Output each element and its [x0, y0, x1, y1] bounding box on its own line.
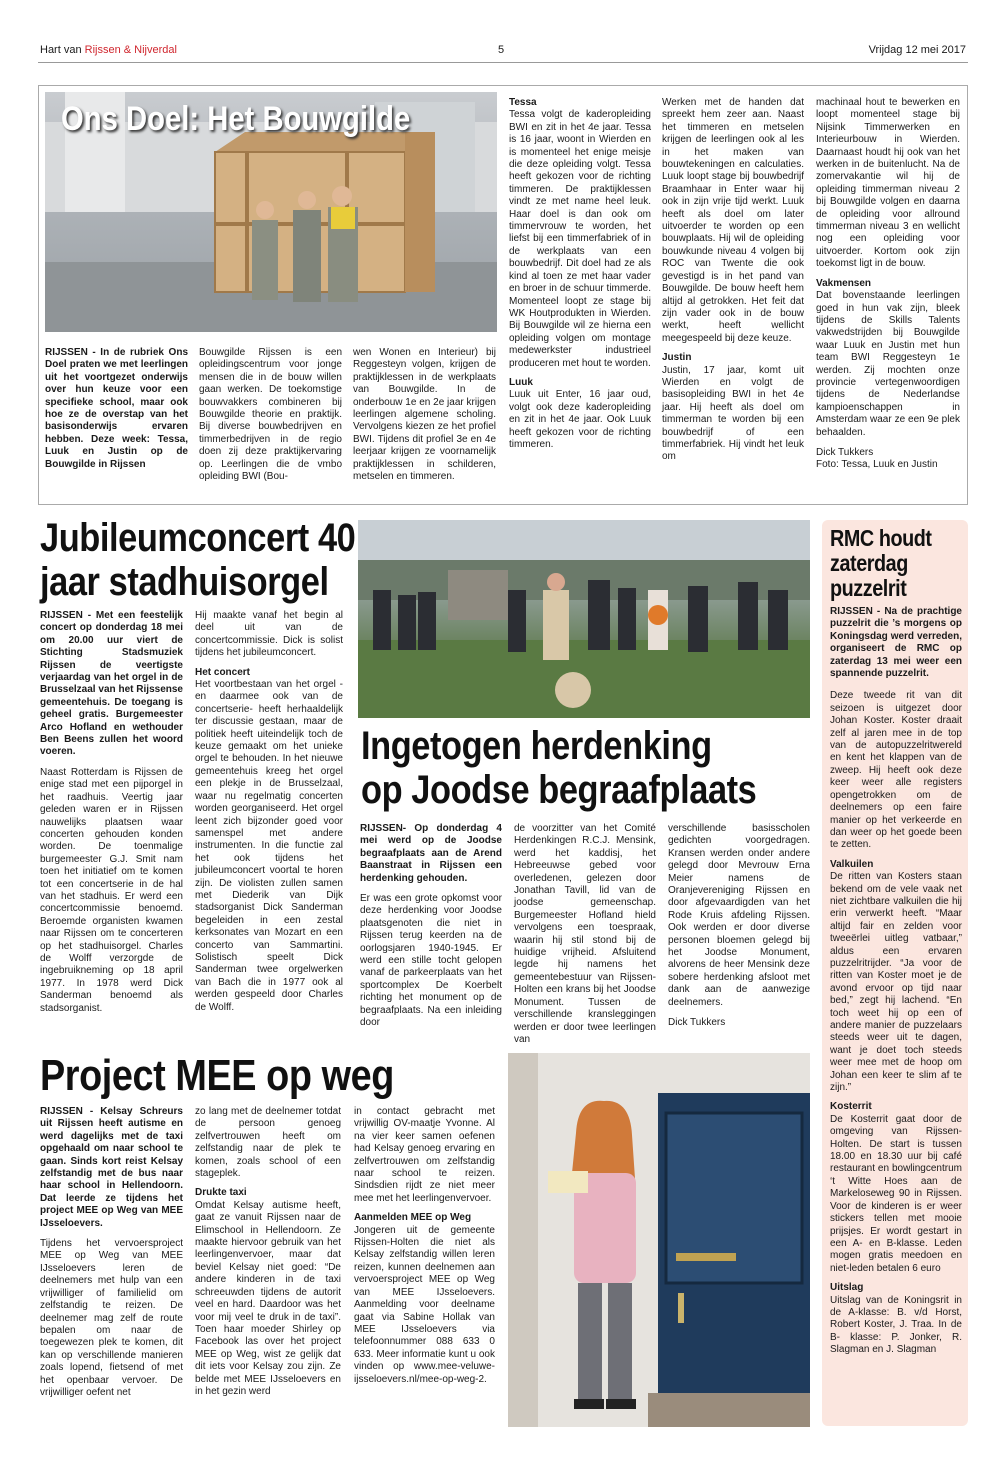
- paper-name-part-2: Rijssen & Nijverdal: [84, 44, 177, 56]
- jubileum-lead: RIJSSEN - Met een feestelijk concert op donderdag 18 mei om 20.00 uur viert de Stichting Stadsmuziek Rijssen de veertigste verjaardag van het orgel in de Brusselzaal van het Rijssense gemeentehuis. De toegang is geheel gratis. Burgemeester Arco Hofland en wethouder Ben Beens zullen het woord voeren.: [40, 610, 183, 758]
- rmc-body-4: Uitslag van de Koningsrit in de A-klasse: B. v/d Horst, Robert Koster, J. Traa. In de B- klasse: P. Jonker, R. Slagman en J. Slagman: [830, 1294, 962, 1356]
- herdenking-title-line-1: Ingetogen herdenking: [361, 724, 712, 768]
- mee-body-4: in contact gebracht met vrijwillig OV-maatje Yvonne. Al na vier keer samen oefenen had Kelsay genoeg ervaring en zelfvertrouwen om zelfstandig naar school te reizen. Sindsdien rijdt ze niet meer mee met het leerlingenvervoer.: [354, 1106, 495, 1204]
- bouwgilde-column-4: [509, 97, 651, 451]
- herdenking-title: [361, 724, 756, 812]
- bouwgilde-author: Dick Tukkers: [816, 446, 874, 458]
- paper-name: [40, 44, 177, 56]
- rmc-body-3: De Kosterrit gaat door de omgeving van Rijssen-Holten. De start is tussen 18.00 en 18.30 uur bij café restaurant en bowlingcentrum ‘t Witte Hoes aan de Markeloseweg 90 in Rijssen. Voor de kinderen is er weer stickers tellen met mooie prijsjes. Er wordt gestart in een A- en B-klasse. Leden mogen gratis meedoen en niet-leden betalen 6 euro: [830, 1113, 962, 1274]
- herdenking-body-3: verschillende basisscholen gedichten voorgedragen. Kransen werden onder andere gelegd door Mevrouw Erna Meier namens de Oranjevereniging Rijssen en door afgevaardigden van het Rode Kruis afdeling Rijssen. Ook werden er door diverse personen bloemen gelegd bij het Joodse Monument, alvorens de heer Mensink deze sobere herdenking afsloot met dank aan de aanwezige deelnemers.: [668, 823, 810, 1008]
- herdenking-lead: RIJSSEN- Op donderdag 4 mei werd op de Joodse begraafplaats aan de Arend Baanstraat in Rijssen een herdenking gehouden.: [360, 823, 502, 884]
- rmc-body-1: Deze tweede rit van dit seizoen is uitgezet door Johan Koster. Koster draait zelf al jaren mee in de top van de autopuzzelritwereld en kent het klappen van de zweep. Hij heeft ook deze keer weer alle registers opengetrokken om de deelnemers op een faire manier op het verkeerde en dan weer op het goede been te zetten.: [830, 690, 962, 851]
- mee-body-1: Tijdens het vervoersproject MEE op Weg van MEE IJsseloevers leren de deelnemers met hulp van een vrijwilliger of familielid om zelfstandig te reizen. De deelnemer mag zelf de route bepalen om naar de toegewezen plek te komen, dit kan op verschillende manieren zoals lopend, fietsend of met het openbaar vervoer. De vrijwilliger oefent net: [40, 1238, 183, 1398]
- vakmensen-text: Dat bovenstaande leerlingen goed in hun vak zijn, bleek tijdens de Skills Talents vakwedstrijden bij Bouwgilde waar Luuk en Justin met hun team BWI Reggesteyn 1e werden. Zij mochten onze provincie vertegenwoordigen tijdens de Nederlandse kampioenschappen in Amsterdam waar ze een 9e plek behaalden.: [816, 290, 960, 438]
- mee-body-3: Omdat Kelsay autisme heeft, gaat ze vanuit Rijssen naar de Elimschool in Hellendoorn. Ze maakte hiervoor gebruik van het leerlingenvervoer, maar dat beviel Kelsay niet goed: “De andere kinderen in de taxi schreeuwden tijdens de autorit veel en hard. Daardoor was het voor mij veel te druk in de taxi”. Toen haar moeder Shirley op Facebook las over het project MEE op Weg, wist ze gelijk dat dit iets voor Kelsay zou zijn. Ze belde met MEE IJsseloevers en in het gezin werd: [195, 1199, 341, 1397]
- page-number: 5: [498, 44, 505, 56]
- rmc-title: [830, 526, 932, 601]
- luuk-text-continued: Werken met de handen dat spreekt hem zeer aan. Naast het timmeren en metselen krijgen de leerlingen ook al les in het maken van bouwtekeningen en calculaties. Luuk loopt stage bij bouwbedrijf Braamhaar in Enter waar hij ook in zijn vrije tijd werkt. Luuk heeft als doel om later uitvoerder te worden op een bouwplaats. Hij wil de opleiding bouwkunde niveau 4 volgen bij ROC van Twente die ook gevestigd is in het pand van Bouwgilde. De bouw heeft hem altijd al getrokken. Het feit dat zijn vader ook in de bouw werkt, heeft wellicht meegespeeld bij deze keuze.: [662, 97, 804, 344]
- uitslag-heading: Uitslag: [830, 1282, 864, 1294]
- rmc-lead: RIJSSEN - Na de prachtige puzzelrit die ’s morgens op Koningsdag werd verreden, organiseert de RMC op zaterdag 13 mei weer een spannende puzzelrit.: [830, 606, 962, 680]
- jubileum-title: [40, 516, 355, 604]
- bouwgilde-column-3: wen Wonen en Interieur) bij Reggesteyn volgen, krijgen de praktijklessen in de werkplaats van Bouwgilde. In de onderbouw 1e en 2e jaar krijgen leerlingen algemene scholing. Vervolgens kiezen ze het profiel BWI. Tijdens dit profiel 3e en 4e leerjaar krijgen ze voornamelijk praktijklessen in schilderen, metselen en timmeren.: [353, 347, 496, 483]
- bouwgilde-photo: [45, 92, 497, 332]
- mee-column-2: [195, 1106, 341, 1398]
- herdenking-column-2: de voorzitter van het Comité Herdenkingen R.C.J. Mensink, werd het kaddisj, het Hebreeuwse gebed voor overledenen, gelezen door Jonathan Tavill, lid van de joodse gemeenschap. Burgemeester Hofland hield vervolgens een toespraak, waarin hij stil stond bij de huidige vrijheid. Afsluitend legde hij namens het gemeentebestuur van Rijssen-Holten een krans bij het Joodse Monument. Tussen de verschillende kransleggingen werden er door twee leerlingen van: [514, 823, 656, 1045]
- concert-heading: Het concert: [195, 666, 251, 678]
- bouwgilde-column-6: [816, 97, 960, 472]
- paper-name-part-1: Hart van: [40, 44, 85, 56]
- luuk-heading: Luuk: [509, 376, 533, 388]
- luuk-text: Luuk uit Enter, 16 jaar oud, volgt ook deze kaderopleiding en zit in het 4e jaar. Ook Luuk heeft gekozen voor de richting timmeren.: [509, 389, 651, 450]
- bouwgilde-column-2: Bouwgilde Rijssen is een opleidingscentrum voor jonge mensen die in de bouw willen gaan werken. De toekomstige bouwvakkers combineren bij Bouwgilde theorie en praktijk. Bij diverse bouwbedrijven en timmerbedrijven in de regio doen zij deze praktijkervaring op. Leerlingen die de vmbo opleiding BWI (Bou-: [199, 347, 342, 483]
- bouwgilde-column-5: [662, 97, 804, 464]
- jubileum-body-3: Het voortbestaan van het orgel -en daarmee ook van de concertserie- heeft herhaaldelijk ter discussie gestaan, maar de politiek heeft uiteindelijk toch de keuze gemaakt om het unieke orgel te behouden. In het nieuwe gemeentehuis kreeg het orgel een plekje in de Brusselzaal, waar nu regelmatig concerten worden georganiseerd. Het orgel leent zich bijzonder goed voor samenspel met andere instrumenten. In die functie zal het ook tijdens het jubileumconcert voortal te horen zijn. De violisten zullen samen met Diederik van Dijk stadsorganist Dick Sanderman begeleiden in een zestal kerksonates van Mozart en een concerto van Sammartini. Solistisch speelt Dick Sanderman twee orgelwerken van Bach die in 1977 ook al werden gespeeld door Charles de Wolff.: [195, 679, 343, 1013]
- herdenking-body-1: Er was een grote opkomst voor deze herdenking voor Joodse plaatsgenoten die niet in Rijssen terug keerden na de oorlogsjaren 1940-1945. Er werd een stille tocht gelopen vanaf de parkeerplaats van het sportcomplex De Koerbelt richting het monument op de begraafplaats. Na een inleiding door: [360, 893, 502, 1029]
- jubileum-title-line-1: Jubileumconcert 40: [40, 516, 356, 560]
- aanmelden-heading: Aanmelden MEE op Weg: [354, 1212, 472, 1224]
- justin-heading: Justin: [662, 352, 692, 364]
- justin-text: Justin, 17 jaar, komt uit Wierden en volgt de basisopleiding BWI in het 4e jaar. Hij heeft als doel om timmerman te worden bij een bouwbedrijf of een timmerfabriek. Hij vindt het leuk om: [662, 364, 804, 463]
- rmc-column: [830, 606, 962, 1357]
- valkuilen-heading: Valkuilen: [830, 858, 874, 870]
- jubileum-body-2: Hij maakte vanaf het begin al deel uit van de concertcommissie. Dick is solist tijdens het jubileumconcert.: [195, 610, 343, 659]
- bouwgilde-photo-credit: Foto: Tessa, Luuk en Justin: [816, 459, 938, 471]
- header-rule: [38, 62, 968, 63]
- rmc-body-2: De ritten van Kosters staan bekend om de vele vaak net niet zichtbare valkuilen die hij erin verwerkt heeft. “Maar altijd fair en zelden voor tweeërlei uitleg vatbaar,” aldus een ervaren puzzelritrijder. “Ja voor de ritten van Koster moet je de avond ervoor op tijd naar bed,” zegt hij lachend. “En toch weet hij op een of andere manier de puzzelaars steeds weer uit te dagen, want je doet toch steeds weer mee met de hoop om Johan een keer te slim af te zijn.”: [830, 871, 962, 1094]
- herdenking-photo: [358, 520, 810, 718]
- rmc-title-line-1: RMC houdt: [830, 525, 932, 551]
- bouwgilde-intro: [45, 347, 188, 471]
- mee-lead: RIJSSEN - Kelsay Schreurs uit Rijssen heeft autisme en werd dagelijks met de taxi opgehaald om naar school te gaan. Sinds kort reist Kelsay zelfstandig met de bus naar haar school in Hellendoorn. Dat leerde ze tijdens het project MEE op Weg van MEE IJsseloevers.: [40, 1106, 183, 1229]
- tessa-text: Tessa volgt de kaderopleiding BWI en zit in het 4e jaar. Tessa is 16 jaar, woont in Wierden en is momenteel het enige meisje die deze opleiding volgt. Tessa heeft gekozen voor de richting timmeren. De praktijklessen vindt ze met name heel leuk. Haar doel is dan ook om timmervrouw te worden, het liefst bij een timmerfabriek of in de werkplaats van een bouwbedrijf. Dit doel had ze als kind al toen ze met haar vader en broer in de schuur timmerde. Momenteel loopt ze stage bij WK Houtprodukten in Wierden. Bij Bouwgilde wil ze hierna een opleiding volgen om montage medewerkster industrieel produceren met hout te worden.: [509, 109, 651, 369]
- vakmensen-heading: Vakmensen: [816, 277, 872, 289]
- herdenking-title-line-2: op Joodse begraafplaats: [361, 768, 757, 812]
- herdenking-author: Dick Tukkers: [668, 1017, 726, 1029]
- mee-column-3: [354, 1106, 495, 1386]
- girl-at-door-illustration: [508, 1053, 810, 1427]
- kosterrit-heading: Kosterrit: [830, 1101, 872, 1113]
- bouwgilde-intro-lead: RIJSSEN - In de rubriek Ons Doel praten we met leerlingen uit het voortgezet onderwijs over hun keuze voor een specifieke school, maar ook hoe ze de overstap van het basisonderwijs ervaren hebben. Deze week: Tessa, Luuk en Justin op de Bouwgilde in Rijssen: [45, 347, 188, 470]
- jubileum-column-2: [195, 610, 343, 1014]
- justin-text-continued: machinaal hout te bewerken en loopt momenteel stage bij Nijsink Timmerwerken en Interieurbouw in Wierden. Daarnaast houdt hij ook van het werken in de buitenlucht. Na de zomervakantie wil hij de opleiding timmerman niveau 2 bij Bouwgilde volgen en daarna de opleiding voor allround timmerman niveau 3 en wellicht nog een opleiding voor uitvoerder. Kortom ook zijn toekomst ligt in de bouw.: [816, 97, 960, 270]
- kelsay-photo: [508, 1053, 810, 1427]
- jubileum-body-1: Naast Rotterdam is Rijssen de enige stad met een pijporgel in het raadhuis. Veertig jaar geleden waren er in Rijssen nauwelijks plaatsen waar concerten gehouden konden worden. De toenmalige burgemeester G.J. Smit nam toen het initiatief om te komen tot een concertserie in de hal van het stadhuis. Er werd een concertcommissie benoemd. Beroemde organisten kwamen naar Rijssen om te concerteren op het stadhuisorgel. Charles de Wolff verzorgde de ingebruikneming op 18 april 1977. In 1978 werd Dick Sanderman benoemd als stadsorganist.: [40, 766, 183, 1014]
- mee-body-5: Jongeren uit de gemeente Rijssen-Holten die niet als Kelsay zelfstandig willen leren reizen, kunnen deelnemen aan vervoersproject MEE op Weg van MEE IJsseloevers. Aanmelding voor deelname gaat via Sabine Hollak van MEE IJsseloevers via telefoonnummer 088 633 0 633. Meer informatie kunt u ook vinden op www.mee-veluwe-ijsseloevers.nl/mee-op-weg-2.: [354, 1224, 495, 1385]
- mee-column-1: [40, 1106, 183, 1399]
- drukte-heading: Drukte taxi: [195, 1187, 247, 1199]
- issue-date: Vrijdag 12 mei 2017: [868, 44, 966, 56]
- jubileum-title-line-2: jaar stadhuisorgel: [40, 560, 329, 604]
- memorial-photo-illustration: [358, 520, 810, 718]
- bouwgilde-photo-title: Ons Doel: Het Bouwgilde: [61, 100, 411, 138]
- rmc-title-line-3: puzzelrit: [830, 575, 907, 601]
- rmc-title-line-2: zaterdag: [830, 550, 908, 576]
- tessa-heading: Tessa: [509, 97, 537, 108]
- herdenking-column-1: [360, 823, 502, 1030]
- mee-body-2: zo lang met de deelnemer totdat de persoon genoeg zelfvertrouwen heeft om zelfstandig naar de plek te komen, zoals school of een stageplek.: [195, 1106, 341, 1180]
- jubileum-column-1: [40, 610, 183, 1015]
- herdenking-column-3: [668, 823, 810, 1030]
- mee-title: Project MEE op weg: [40, 1051, 394, 1100]
